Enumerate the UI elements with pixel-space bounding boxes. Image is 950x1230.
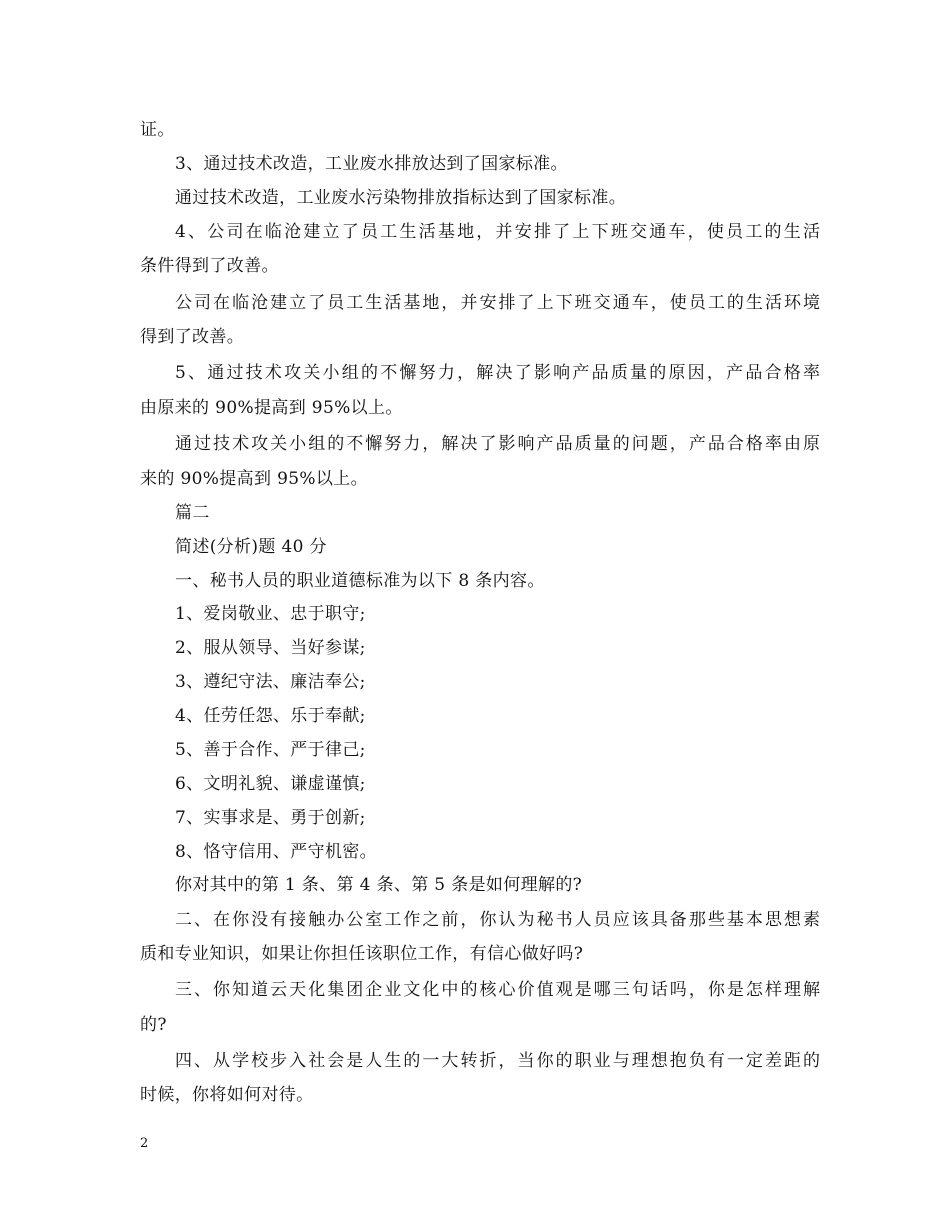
text-line: 你对其中的第 1 条、第 4 条、第 5 条是如何理解的? [175,875,583,895]
list-item: 1、爱岗敬业、忠于职守; [175,604,366,624]
list-item: 7、实事求是、勇于创新; [175,808,366,828]
list-item: 2、服从领导、当好参谋; [175,638,366,658]
text-line: 公司在临沧建立了员工生活基地，并安排了上下班交通车，使员工的生活环境 [175,293,820,313]
list-item: 3、遵纪守法、廉洁奉公; [175,672,366,692]
section-heading: 篇二 [175,503,210,523]
text-line: 通过技术改造，工业废水污染物排放指标达到了国家标准。 [175,188,627,208]
text-line: 时候，你将如何对待。 [140,1085,314,1105]
text-line: 4、公司在临沧建立了员工生活基地，并安排了上下班交通车，使员工的生活 [175,222,820,242]
list-item: 8、恪守信用、严守机密。 [175,842,378,862]
text-line: 条件得到了改善。 [140,256,279,276]
text-line: 来的 90%提高到 95%以上。 [140,469,368,489]
text-line: 证。 [140,120,175,140]
page-number: 2 [140,1136,149,1151]
text-line: 通过技术攻关小组的不懈努力，解决了影响产品质量的问题，产品合格率由原 [175,434,820,454]
list-item: 4、任劳任怨、乐于奉献; [175,706,366,726]
text-line: 二、在你没有接触办公室工作之前，你认为秘书人员应该具备那些基本思想素 [175,910,820,930]
list-item: 6、文明礼貌、谦虚谨慎; [175,774,366,794]
text-line: 由原来的 90%提高到 95%以上。 [140,398,403,418]
text-line: 5、通过技术攻关小组的不懈努力，解决了影响产品质量的原因，产品合格率 [175,363,820,383]
text-line: 三、你知道云天化集团企业文化中的核心价值观是哪三句话吗，你是怎样理解 [175,980,820,1000]
text-line: 得到了改善。 [140,327,245,347]
text-line: 的? [140,1015,167,1035]
text-line: 3、通过技术改造，工业废水排放达到了国家标准。 [175,154,568,174]
list-item: 5、善于合作、严于律己; [175,740,366,760]
text-line: 一、秘书人员的职业道德标准为以下 8 条内容。 [175,571,545,591]
text-line: 简述(分析)题 40 分 [175,537,327,557]
text-line: 四、从学校步入社会是人生的一大转折，当你的职业与理想抱负有一定差距的 [175,1051,820,1071]
text-line: 质和专业知识，如果让你担任该职位工作，有信心做好吗? [140,944,584,964]
